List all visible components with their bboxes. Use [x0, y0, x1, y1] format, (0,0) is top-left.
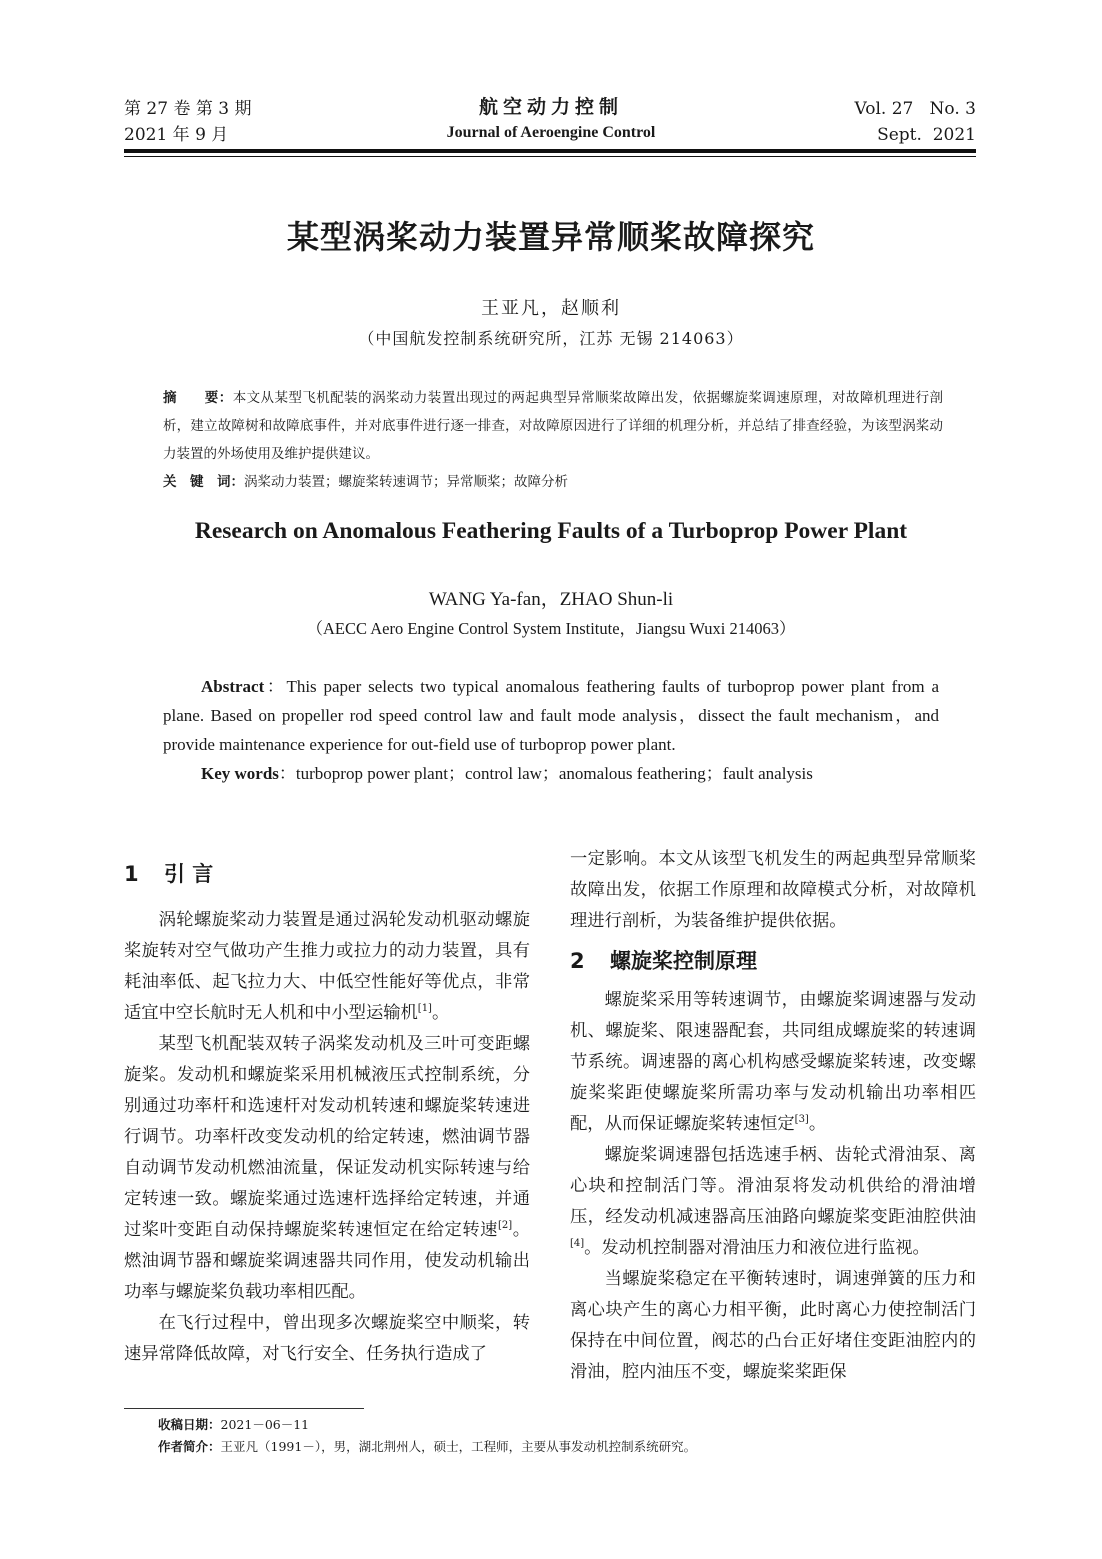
- section-1-p1-text: 涡轮螺旋桨动力装置是通过涡轮发动机驱动螺旋桨旋转对空气做功产生推力或拉力的动力装置，具有耗油率低、起飞拉力大、中低空性能好等优点，非常适宜中空长航时无人机和中小型运输机: [124, 910, 530, 1023]
- received-date: 2021－06－11: [220, 1417, 310, 1432]
- section-1-paragraph-3: 在飞行过程中，曾出现多次螺旋桨空中顺桨，转速异常降低故障，对飞行安全、任务执行造成了: [124, 1313, 530, 1364]
- body-right-column: [570, 844, 976, 1388]
- abstract-cn: [163, 384, 943, 496]
- citation-3: [3]: [794, 1114, 809, 1125]
- section-2-number: 2: [570, 949, 585, 973]
- keywords-en: [163, 759, 939, 788]
- abstract-en-label: Abstract: [201, 677, 265, 696]
- journal-name-en: Journal of Aeroengine Control: [446, 124, 656, 141]
- citation-2: [2]: [498, 1220, 513, 1231]
- abstract-cn-body: [163, 384, 943, 468]
- abstract-cn-text: 本文从某型飞机配装的涡桨动力装置出现过的两起典型异常顺桨故障出发，依据螺旋桨调速原理，对故障机理进行剖析，建立故障树和故障底事件，并对底事件进行逐一排查，对故障原因进行了详细的机理分析，并总结了排查经验，为该型涡桨动力装置的外场使用及维护提供建议。: [163, 390, 944, 462]
- abstract-en: [163, 672, 939, 788]
- section-1-paragraph-3-continued: 一定影响。本文从该型飞机发生的两起典型异常顺桨故障出发，依据工作原理和故障模式分析，对故障机理进行剖析，为装备维护提供依据。: [570, 849, 976, 931]
- abstract-cn-label: 摘 要：: [163, 390, 233, 406]
- author-bio-label: 作者简介：: [158, 1439, 221, 1454]
- header-rule-thin: [124, 156, 976, 157]
- affiliation-cn: （中国航发控制系统研究所，江苏 无锡 214063）: [358, 329, 744, 348]
- received-label: 收稿日期：: [158, 1417, 221, 1432]
- journal-name-cn: 航空动力控制: [478, 96, 623, 118]
- section-2-p2-end: 。发动机控制器对滑油压力和液位进行监视。: [584, 1238, 930, 1258]
- header-right: [855, 96, 976, 148]
- volume-issue-cn: 第 27 卷 第 3 期: [124, 99, 252, 119]
- section-2-heading: [570, 946, 976, 977]
- section-2-title: 螺旋桨控制原理: [610, 949, 757, 973]
- section-2-paragraph-3: 当螺旋桨稳定在平衡转速时，调速弹簧的压力和离心块产生的离心力相平衡，此时离心力使控制活门保持在中间位置，阀芯的凸台正好堵住变距油腔内的滑油，腔内油压不变，螺旋桨桨距保: [570, 1269, 976, 1382]
- citation-4: [4]: [570, 1238, 585, 1249]
- section-1-paragraph-1: [124, 905, 530, 1029]
- volume-issue-en: Vol. 27 No. 3: [854, 99, 976, 119]
- citation-1: [1]: [417, 1003, 432, 1014]
- body-left-column: [124, 905, 530, 1370]
- section-2-paragraph-2: [570, 1140, 976, 1264]
- section-1-p2-text: 某型飞机配装双转子涡桨发动机及三叶可变距螺旋桨。发动机和螺旋桨采用机械液压式控制系统，分别通过功率杆和选速杆对发动机转速和螺旋桨转速进行调节。功率杆改变发动机的给定转速，燃油调节器自动调节发动机燃油流量，保证发动机实际转速与给定转速一致。螺旋桨通过选速杆选择给定转速，并通过桨叶变距自动保持螺旋桨转速恒定在给定转速: [124, 1034, 530, 1240]
- header-rule-thick: [124, 149, 976, 153]
- section-1-p1-end: 。: [431, 1003, 450, 1023]
- section-1-p2-end: 。燃油调节器和螺旋桨调速器共同作用，使发动机输出功率与螺旋桨负载功率相匹配。: [124, 1220, 530, 1302]
- section-1-title: 引 言: [164, 862, 214, 886]
- section-2-p1-text: 螺旋桨采用等转速调节，由螺旋桨调速器与发动机、螺旋桨、限速器配套，共同组成螺旋桨的转速调节系统。调速器的离心机构感受螺旋桨转速，改变螺旋桨桨距使螺旋桨所需功率与发动机输出功率相匹配，从而保证螺旋桨转速恒定: [570, 990, 976, 1134]
- authors-en: WANG Ya-fan，ZHAO Shun-li: [428, 589, 674, 610]
- keywords-cn-text: 涡桨动力装置；螺旋桨转速调节；异常顺桨；故障分析: [244, 474, 568, 490]
- paper-title-cn: 某型涡桨动力装置异常顺桨故障探究: [286, 218, 815, 256]
- section-2-paragraph-1: [570, 985, 976, 1140]
- section-2-p1-end: 。: [808, 1114, 827, 1134]
- keywords-en-label: Key words: [201, 764, 279, 783]
- footnote-author-bio: [158, 1436, 978, 1458]
- section-2-p2-text: 螺旋桨调速器包括选速手柄、齿轮式滑油泵、离心块和控制活门等。滑油泵将发动机供给的滑油增压，经发动机减速器高压油路向螺旋桨变距油腔供油: [570, 1145, 976, 1227]
- section-1-paragraph-2: [124, 1029, 530, 1308]
- abstract-en-text: ：This paper selects two typical anomalous feathering faults of turboprop power plant from a plane. Based on propeller rod speed control law and fault mode analysis，dissect the fault mechanism，and provide maintenance experience for out-field use of turboprop power plant.: [163, 677, 939, 754]
- date-cn: 2021 年 9 月: [124, 125, 229, 145]
- abstract-en-body: [163, 672, 939, 759]
- keywords-cn: [163, 468, 943, 496]
- keywords-cn-label: 关 键 词：: [163, 474, 244, 490]
- section-1-number: 1: [124, 862, 139, 886]
- date-en: Sept. 2021: [877, 125, 976, 145]
- footnote-received: [158, 1414, 978, 1436]
- keywords-en-text: ：turboprop power plant；control law；anomalous feathering；fault analysis: [278, 764, 813, 783]
- affiliation-en: （AECC Aero Engine Control System Institute，Jiangsu Wuxi 214063）: [306, 619, 796, 638]
- author-bio-text: 王亚凡（1991－），男，湖北荆州人，硕士，工程师，主要从事发动机控制系统研究。: [220, 1439, 697, 1454]
- footnote-rule: [124, 1408, 364, 1409]
- paper-title-en: Research on Anomalous Feathering Faults of a Turboprop Power Plant: [194, 518, 908, 544]
- authors-cn: 王亚凡，赵顺利: [481, 298, 621, 319]
- section-1-heading: [124, 858, 213, 888]
